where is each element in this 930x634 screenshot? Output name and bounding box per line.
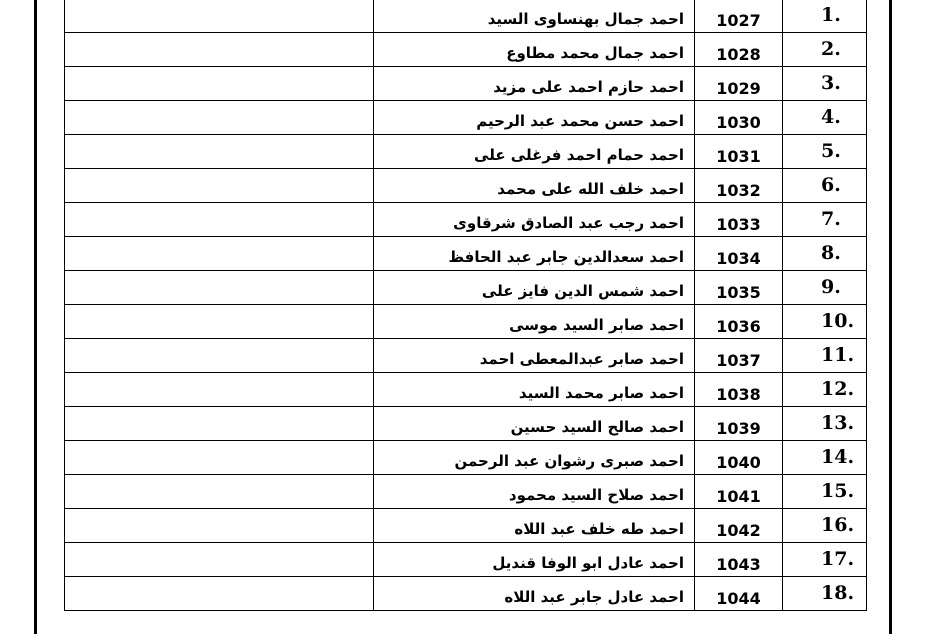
student-code: 1029 [695,67,783,101]
table-row [65,509,867,543]
table-row [65,407,867,441]
blank-cell [65,203,374,237]
student-name: احمد جمال محمد مطاوع [374,33,695,67]
student-code: 1027 [695,0,783,33]
table-row [65,67,867,101]
student-code: 1032 [695,169,783,203]
roster-body [65,0,867,611]
student-name: احمد حمام احمد فرغلى على [374,135,695,169]
row-number: 1. [783,0,867,33]
table-row [65,271,867,305]
student-name: احمد رجب عبد الصادق شرقاوى [374,203,695,237]
student-code: 1035 [695,271,783,305]
blank-cell [65,543,374,577]
row-number: 14. [783,441,867,475]
row-number: 9. [783,271,867,305]
blank-cell [65,0,374,33]
student-name: احمد شمس الدين فايز على [374,271,695,305]
table-row [65,101,867,135]
student-name: احمد صابر السيد موسى [374,305,695,339]
table-row [65,577,867,611]
table-row [65,169,867,203]
blank-cell [65,339,374,373]
student-code: 1040 [695,441,783,475]
row-number: 4. [783,101,867,135]
table-row [65,475,867,509]
table-row [65,33,867,67]
row-number: 2. [783,33,867,67]
row-number: 15. [783,475,867,509]
table-row [65,203,867,237]
student-code: 1042 [695,509,783,543]
student-code: 1043 [695,543,783,577]
student-code: 1028 [695,33,783,67]
row-number: 11. [783,339,867,373]
student-name: احمد سعدالدين جابر عبد الحافظ [374,237,695,271]
blank-cell [65,237,374,271]
student-name: احمد صابر عبدالمعطى احمد [374,339,695,373]
student-name: احمد خلف الله على محمد [374,169,695,203]
blank-cell [65,271,374,305]
blank-cell [65,577,374,611]
student-code: 1034 [695,237,783,271]
student-name: احمد حازم احمد على مزيد [374,67,695,101]
student-name: احمد حسن محمد عبد الرحيم [374,101,695,135]
blank-cell [65,101,374,135]
student-code: 1044 [695,577,783,611]
student-code: 1041 [695,475,783,509]
student-name: احمد صبرى رشوان عبد الرحمن [374,441,695,475]
student-code: 1031 [695,135,783,169]
blank-cell [65,33,374,67]
row-number: 7. [783,203,867,237]
student-name: احمد طه خلف عبد اللاه [374,509,695,543]
table-row [65,237,867,271]
table-row [65,0,867,33]
row-number: 17. [783,543,867,577]
blank-cell [65,509,374,543]
student-code: 1036 [695,305,783,339]
blank-cell [65,475,374,509]
blank-cell [65,305,374,339]
row-number: 18. [783,577,867,611]
blank-cell [65,135,374,169]
blank-cell [65,373,374,407]
student-name: احمد جمال بهنساوى السيد [374,0,695,33]
blank-cell [65,169,374,203]
row-number: 5. [783,135,867,169]
student-code: 1033 [695,203,783,237]
blank-cell [65,407,374,441]
student-name: احمد صالح السيد حسين [374,407,695,441]
student-roster-table [64,0,867,611]
table-row [65,305,867,339]
table-row [65,441,867,475]
row-number: 8. [783,237,867,271]
student-name: احمد صلاح السيد محمود [374,475,695,509]
row-number: 10. [783,305,867,339]
student-name: احمد عادل جابر عبد اللاه [374,577,695,611]
student-code: 1038 [695,373,783,407]
student-code: 1037 [695,339,783,373]
table-row [65,543,867,577]
row-number: 12. [783,373,867,407]
student-name: احمد صابر محمد السيد [374,373,695,407]
row-number: 13. [783,407,867,441]
student-code: 1039 [695,407,783,441]
row-number: 16. [783,509,867,543]
student-name: احمد عادل ابو الوفا قنديل [374,543,695,577]
table-row [65,339,867,373]
table-row [65,135,867,169]
blank-cell [65,67,374,101]
row-number: 3. [783,67,867,101]
table-row [65,373,867,407]
row-number: 6. [783,169,867,203]
blank-cell [65,441,374,475]
student-code: 1030 [695,101,783,135]
